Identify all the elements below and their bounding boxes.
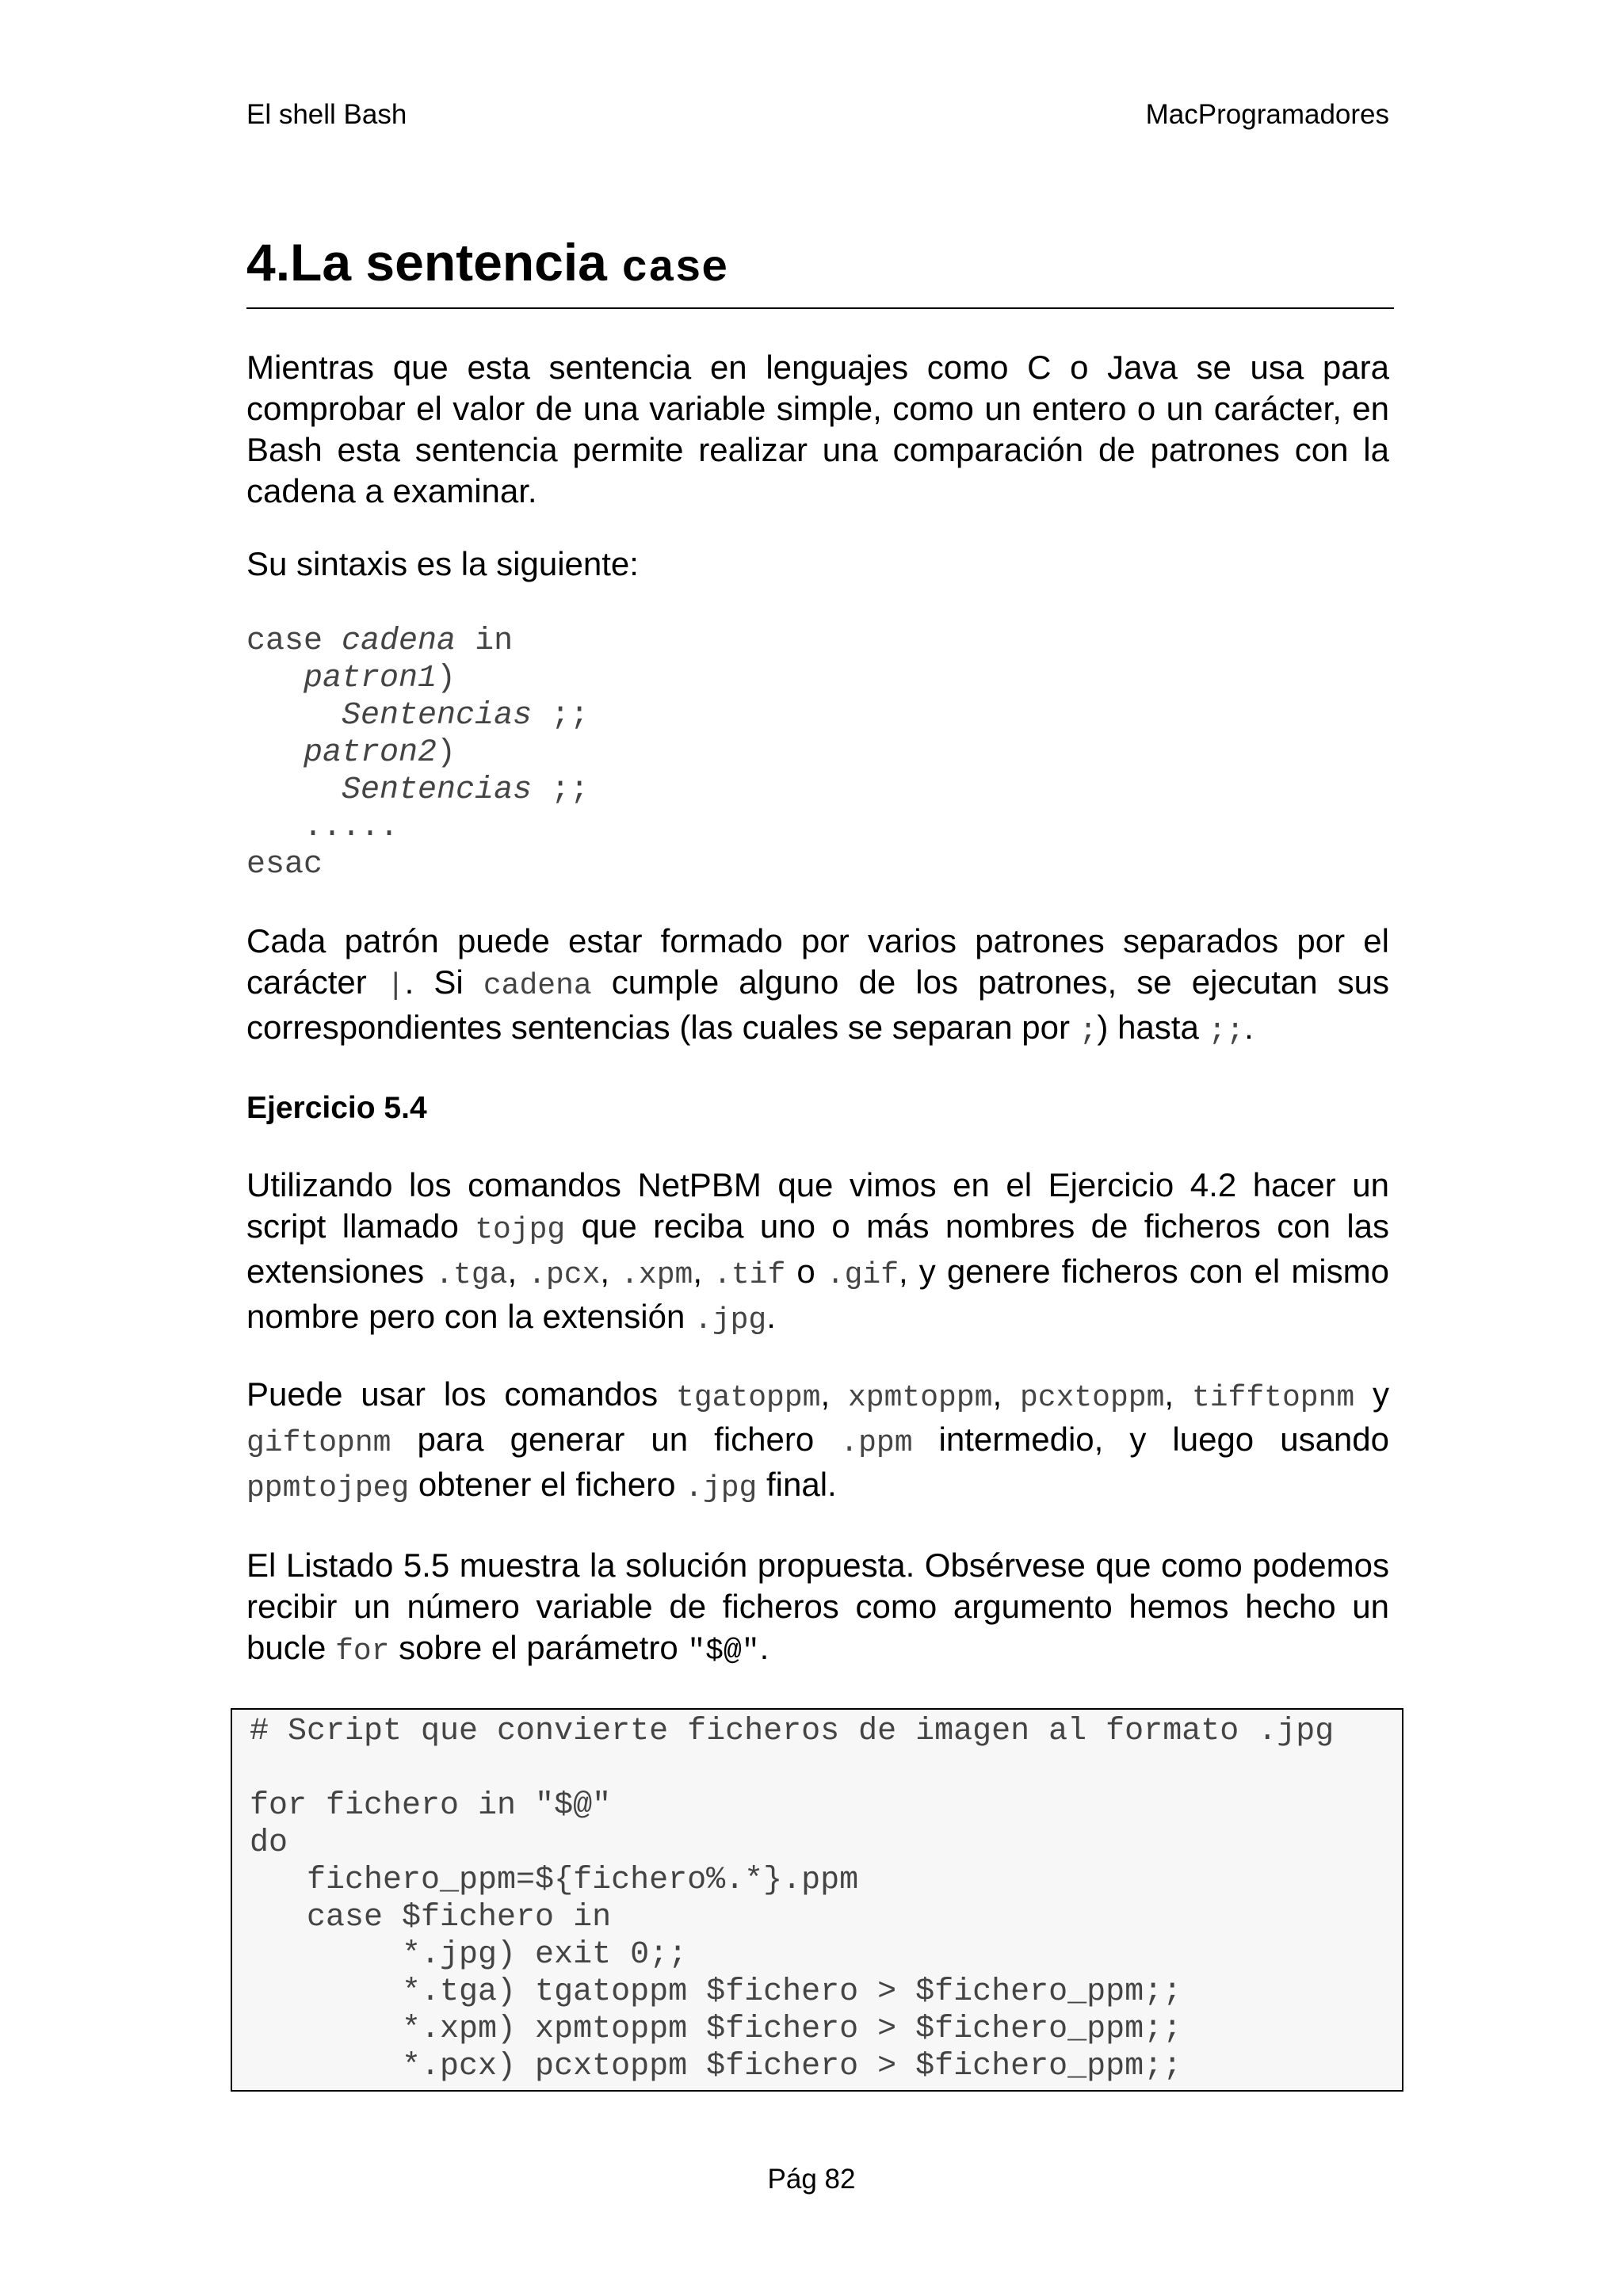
text-run: final. bbox=[757, 1466, 837, 1503]
text-run: obtener el fichero bbox=[409, 1466, 685, 1503]
text-run: Utilizando los comandos NetPBM que vimos en el Ejercicio 4.2 hacer un script llamado bbox=[246, 1166, 1389, 1245]
text-run: , bbox=[1164, 1375, 1192, 1413]
text-run: para generar un fichero bbox=[391, 1421, 841, 1458]
syntax-keyword-case: case bbox=[246, 624, 342, 659]
inline-code: xpmtoppm bbox=[848, 1381, 993, 1415]
inline-code: .pcx bbox=[528, 1258, 601, 1292]
inline-code: tojpg bbox=[475, 1213, 566, 1247]
inline-code: ; bbox=[1079, 1014, 1098, 1048]
text-run: , bbox=[507, 1253, 529, 1290]
inline-code: .jpg bbox=[685, 1471, 758, 1505]
syntax-intro: Su sintaxis es la siguiente: bbox=[246, 545, 639, 582]
section-title bbox=[246, 230, 1394, 309]
text-run: intermedio, y luego usando bbox=[912, 1421, 1390, 1458]
inline-code: .tga bbox=[435, 1258, 508, 1292]
inline-code: cadena bbox=[483, 969, 592, 1003]
syntax-pattern2: patron2 bbox=[304, 735, 437, 771]
inline-code: .ppm bbox=[840, 1426, 913, 1460]
syntax-code-block bbox=[246, 623, 1389, 883]
syntax-statements2: Sentencias bbox=[342, 772, 533, 808]
inline-code: .jpg bbox=[694, 1303, 767, 1337]
text-run: . bbox=[759, 1629, 769, 1666]
text-run: que reciba uno o más nombres de ficheros con las extensiones bbox=[246, 1207, 1390, 1290]
text-run: o bbox=[785, 1253, 827, 1290]
text-run: Cada patrón puede estar formado por varios patrones separados por el carácter bbox=[246, 922, 1389, 1001]
text-run: , bbox=[820, 1375, 848, 1413]
syntax-ellipsis: ..... bbox=[304, 810, 399, 845]
code-listing: # Script que convierte ficheros de imagen al formato .jpg for fichero in "$@" do fichero_ppm=${fichero%.*}.ppm case $fichero in *.jpg) exit 0;; *.tga) tgatoppm $fichero > $fichero_ppm;; *.xpm) xpmtoppm $fichero > $fichero_ppm;; *.pcx) pcxtoppm $fichero > $fichero_ppm;; bbox=[250, 1714, 1335, 2084]
text-run: , y genere ficheros con el mismo nombre pero con la extensión bbox=[246, 1253, 1389, 1335]
text-run: Puede usar los comandos bbox=[246, 1375, 677, 1413]
inline-code: .tif bbox=[713, 1258, 786, 1292]
text-run: . Si bbox=[404, 963, 483, 1001]
inline-code: ppmtojpeg bbox=[246, 1471, 410, 1505]
page-number: Pág 82 bbox=[767, 2164, 856, 2195]
inline-code: giftopnm bbox=[246, 1426, 391, 1460]
exercise-paragraph-1 bbox=[246, 1165, 1389, 1341]
syntax-keyword-in: in bbox=[456, 624, 514, 659]
text-run: . bbox=[766, 1298, 776, 1335]
inline-code: for bbox=[335, 1634, 390, 1669]
text-run: , bbox=[600, 1253, 621, 1290]
header-book-title: El shell Bash bbox=[246, 99, 407, 130]
section-title-text: 4.La sentencia bbox=[246, 233, 622, 292]
exercise-paragraph-3 bbox=[246, 1545, 1389, 1672]
header-publisher: MacProgramadores bbox=[1145, 99, 1389, 130]
text-run: , bbox=[992, 1375, 1020, 1413]
inline-code: tifftopnm bbox=[1191, 1381, 1355, 1415]
intro-paragraph: Mientras que esta sentencia en lenguajes como C o Java se usa para comprobar el valor de una variable simple, como un entero o un carácter, en Bash esta sentencia permite realizar una comparación de patrones con la cadena a examinar. bbox=[246, 349, 1389, 509]
inline-code: "$@" bbox=[687, 1634, 760, 1669]
inline-code: .xpm bbox=[621, 1258, 693, 1292]
text-run: , bbox=[693, 1253, 714, 1290]
inline-code: .gif bbox=[826, 1258, 899, 1292]
text-run: El Listado 5.5 muestra la solución propuesta. Obsérvese que como podemos recibir un número variable de ficheros como argumento hemos hecho un bucle bbox=[246, 1547, 1389, 1666]
code-listing-box bbox=[231, 1708, 1403, 2092]
inline-code: | bbox=[386, 969, 405, 1003]
section-title-code: case bbox=[621, 243, 728, 294]
text-run: ) hasta bbox=[1097, 1009, 1209, 1046]
syntax-keyword-esac: esac bbox=[246, 847, 323, 883]
text-run: y bbox=[1354, 1375, 1390, 1413]
exercise-heading: Ejercicio 5.4 bbox=[246, 1091, 427, 1125]
syntax-paren: ) bbox=[437, 661, 456, 696]
syntax-paren: ) bbox=[437, 735, 456, 771]
text-run: cumple alguno de los patrones, se ejecutan sus correspondientes sentencias (las cuales se separan por bbox=[246, 963, 1390, 1046]
pattern-paragraph bbox=[246, 921, 1389, 1052]
syntax-terminator: ;; bbox=[532, 698, 590, 734]
syntax-statements1: Sentencias bbox=[342, 698, 533, 734]
inline-code: pcxtoppm bbox=[1019, 1381, 1165, 1415]
inline-code: tgatoppm bbox=[676, 1381, 821, 1415]
syntax-var-cadena: cadena bbox=[342, 624, 456, 659]
running-header bbox=[246, 97, 1389, 133]
syntax-pattern1: patron1 bbox=[304, 661, 437, 696]
syntax-terminator: ;; bbox=[532, 772, 590, 808]
text-run: . bbox=[1244, 1009, 1254, 1046]
inline-code: ;; bbox=[1208, 1014, 1245, 1048]
text-run: sobre el parámetro bbox=[389, 1629, 688, 1666]
exercise-paragraph-2 bbox=[246, 1374, 1389, 1509]
